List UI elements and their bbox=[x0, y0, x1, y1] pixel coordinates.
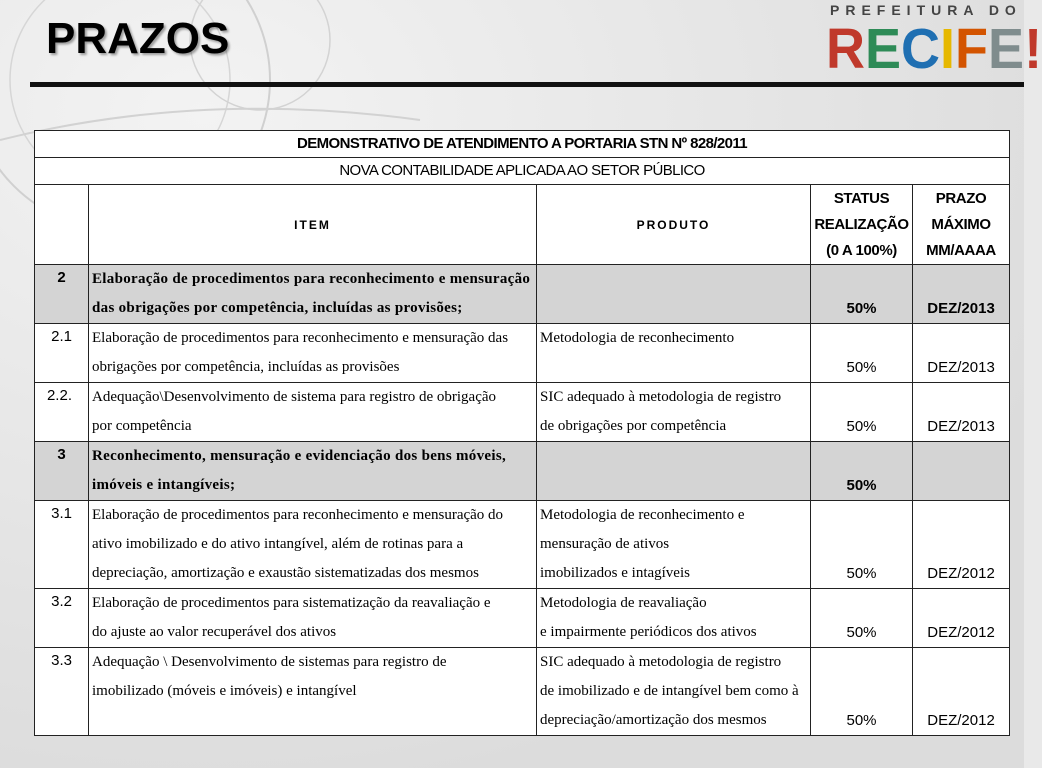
row-number: 3.2 bbox=[35, 589, 89, 648]
col-header-item: ITEM bbox=[89, 185, 537, 265]
table-heading: DEMONSTRATIVO DE ATENDIMENTO A PORTARIA STN Nº 828/2011 bbox=[35, 131, 1010, 158]
row-prazo: DEZ/2012 bbox=[913, 501, 1010, 589]
row-produto bbox=[537, 324, 811, 383]
logo-letter: C bbox=[901, 17, 941, 81]
row-number: 3.3 bbox=[35, 648, 89, 736]
item-line: depreciação, amortização e exaustão sistematizadas dos mesmos bbox=[92, 565, 479, 581]
logo-letter: ! bbox=[1024, 17, 1042, 81]
item-line: Adequação \ Desenvolvimento de sistemas para registro de bbox=[92, 654, 447, 670]
status-line: STATUS bbox=[833, 189, 890, 207]
item-line: Reconhecimento, mensuração e evidenciação dos bens móveis, bbox=[92, 448, 507, 464]
item-line: obrigações por competência, incluídas as provisões bbox=[92, 359, 400, 375]
item-line: das obrigações por competência, incluídas as provisões; bbox=[92, 300, 463, 316]
row-item bbox=[89, 383, 537, 442]
row-status: 50% bbox=[811, 383, 913, 442]
item-line: Adequação\Desenvolvimento de sistema para registro de obrigação bbox=[92, 389, 497, 405]
row-prazo: DEZ/2013 bbox=[913, 324, 1010, 383]
produto-line: Metodologia de reconhecimento bbox=[540, 330, 735, 346]
table-row bbox=[35, 442, 1010, 501]
row-produto bbox=[537, 265, 811, 324]
produto-line: e impairmente periódicos dos ativos bbox=[540, 624, 757, 640]
row-status: 50% bbox=[811, 501, 913, 589]
table-row bbox=[35, 324, 1010, 383]
status-line: REALIZAÇÃO bbox=[814, 215, 909, 233]
row-prazo: DEZ/2013 bbox=[913, 265, 1010, 324]
row-number: 3 bbox=[35, 442, 89, 501]
row-status: 50% bbox=[811, 324, 913, 383]
produto-line: de obrigações por competência bbox=[540, 418, 727, 434]
item-line: Elaboração de procedimentos para sistematização da reavaliação e bbox=[92, 595, 491, 611]
row-prazo: DEZ/2013 bbox=[913, 383, 1010, 442]
row-prazo: DEZ/2012 bbox=[913, 589, 1010, 648]
item-line: imóveis e intangíveis; bbox=[92, 477, 236, 493]
row-prazo bbox=[913, 442, 1010, 501]
table-row bbox=[35, 589, 1010, 648]
prazo-line: MÁXIMO bbox=[931, 215, 991, 233]
col-header-status bbox=[811, 185, 913, 265]
produto-line: mensuração de ativos bbox=[540, 536, 670, 552]
row-produto bbox=[537, 648, 811, 736]
logo-letter: E bbox=[865, 17, 902, 81]
row-item bbox=[89, 265, 537, 324]
item-line: imobilizado (móveis e imóveis) e intangível bbox=[92, 683, 357, 699]
item-line: Elaboração de procedimentos para reconhecimento e mensuração das bbox=[92, 330, 509, 346]
produto-line: SIC adequado à metodologia de registro bbox=[540, 389, 782, 405]
logo-top-text: PREFEITURA DO bbox=[830, 2, 1022, 18]
table-subheading: NOVA CONTABILIDADE APLICADA AO SETOR PÚBLICO bbox=[35, 158, 1010, 185]
produto-line: Metodologia de reconhecimento e bbox=[540, 507, 745, 523]
logo-letter: F bbox=[955, 17, 989, 81]
row-number: 2.2. bbox=[35, 383, 89, 442]
row-item bbox=[89, 501, 537, 589]
row-item bbox=[89, 324, 537, 383]
produto-line: imobilizados e intagíveis bbox=[540, 565, 690, 581]
row-status: 50% bbox=[811, 589, 913, 648]
prefeitura-logo bbox=[826, 2, 1042, 81]
row-status: 50% bbox=[811, 648, 913, 736]
header-num-cell bbox=[35, 185, 89, 265]
table-row bbox=[35, 501, 1010, 589]
table-row bbox=[35, 265, 1010, 324]
item-line: do ajuste ao valor recuperável dos ativos bbox=[92, 624, 337, 640]
logo-wordmark bbox=[826, 17, 1042, 81]
row-item bbox=[89, 648, 537, 736]
logo-letter: R bbox=[826, 17, 865, 81]
table-row bbox=[35, 383, 1010, 442]
header-divider bbox=[30, 82, 1024, 87]
prazo-line: PRAZO bbox=[935, 189, 987, 207]
row-prazo: DEZ/2012 bbox=[913, 648, 1010, 736]
produto-line: Metodologia de reavaliação bbox=[540, 595, 707, 611]
table-row bbox=[35, 648, 1010, 736]
deadlines-table bbox=[34, 130, 1010, 736]
row-produto bbox=[537, 501, 811, 589]
col-header-prazo bbox=[913, 185, 1010, 265]
item-line: ativo imobilizado e do ativo intangível, além de rotinas para a bbox=[92, 536, 464, 552]
row-number: 3.1 bbox=[35, 501, 89, 589]
prazo-line: MM/AAAA bbox=[926, 241, 996, 259]
row-status: 50% bbox=[811, 442, 913, 501]
row-status: 50% bbox=[811, 265, 913, 324]
row-number: 2.1 bbox=[35, 324, 89, 383]
item-line: Elaboração de procedimentos para reconhecimento e mensuração do bbox=[92, 507, 504, 523]
item-line: Elaboração de procedimentos para reconhecimento e mensuração bbox=[92, 271, 531, 287]
item-line: por competência bbox=[92, 418, 192, 434]
row-produto bbox=[537, 442, 811, 501]
col-header-produto: PRODUTO bbox=[537, 185, 811, 265]
row-item bbox=[89, 589, 537, 648]
row-produto bbox=[537, 383, 811, 442]
produto-line: depreciação/amortização dos mesmos bbox=[540, 712, 767, 728]
row-produto bbox=[537, 589, 811, 648]
status-line: (0 A 100%) bbox=[826, 241, 897, 259]
produto-line: SIC adequado à metodologia de registro bbox=[540, 654, 782, 670]
logo-letter: E bbox=[988, 17, 1025, 81]
logo-letter: I bbox=[940, 17, 956, 81]
produto-line: de imobilizado e de intangível bem como à bbox=[540, 683, 799, 699]
row-item bbox=[89, 442, 537, 501]
row-number: 2 bbox=[35, 265, 89, 324]
page-title: PRAZOS bbox=[46, 14, 230, 63]
